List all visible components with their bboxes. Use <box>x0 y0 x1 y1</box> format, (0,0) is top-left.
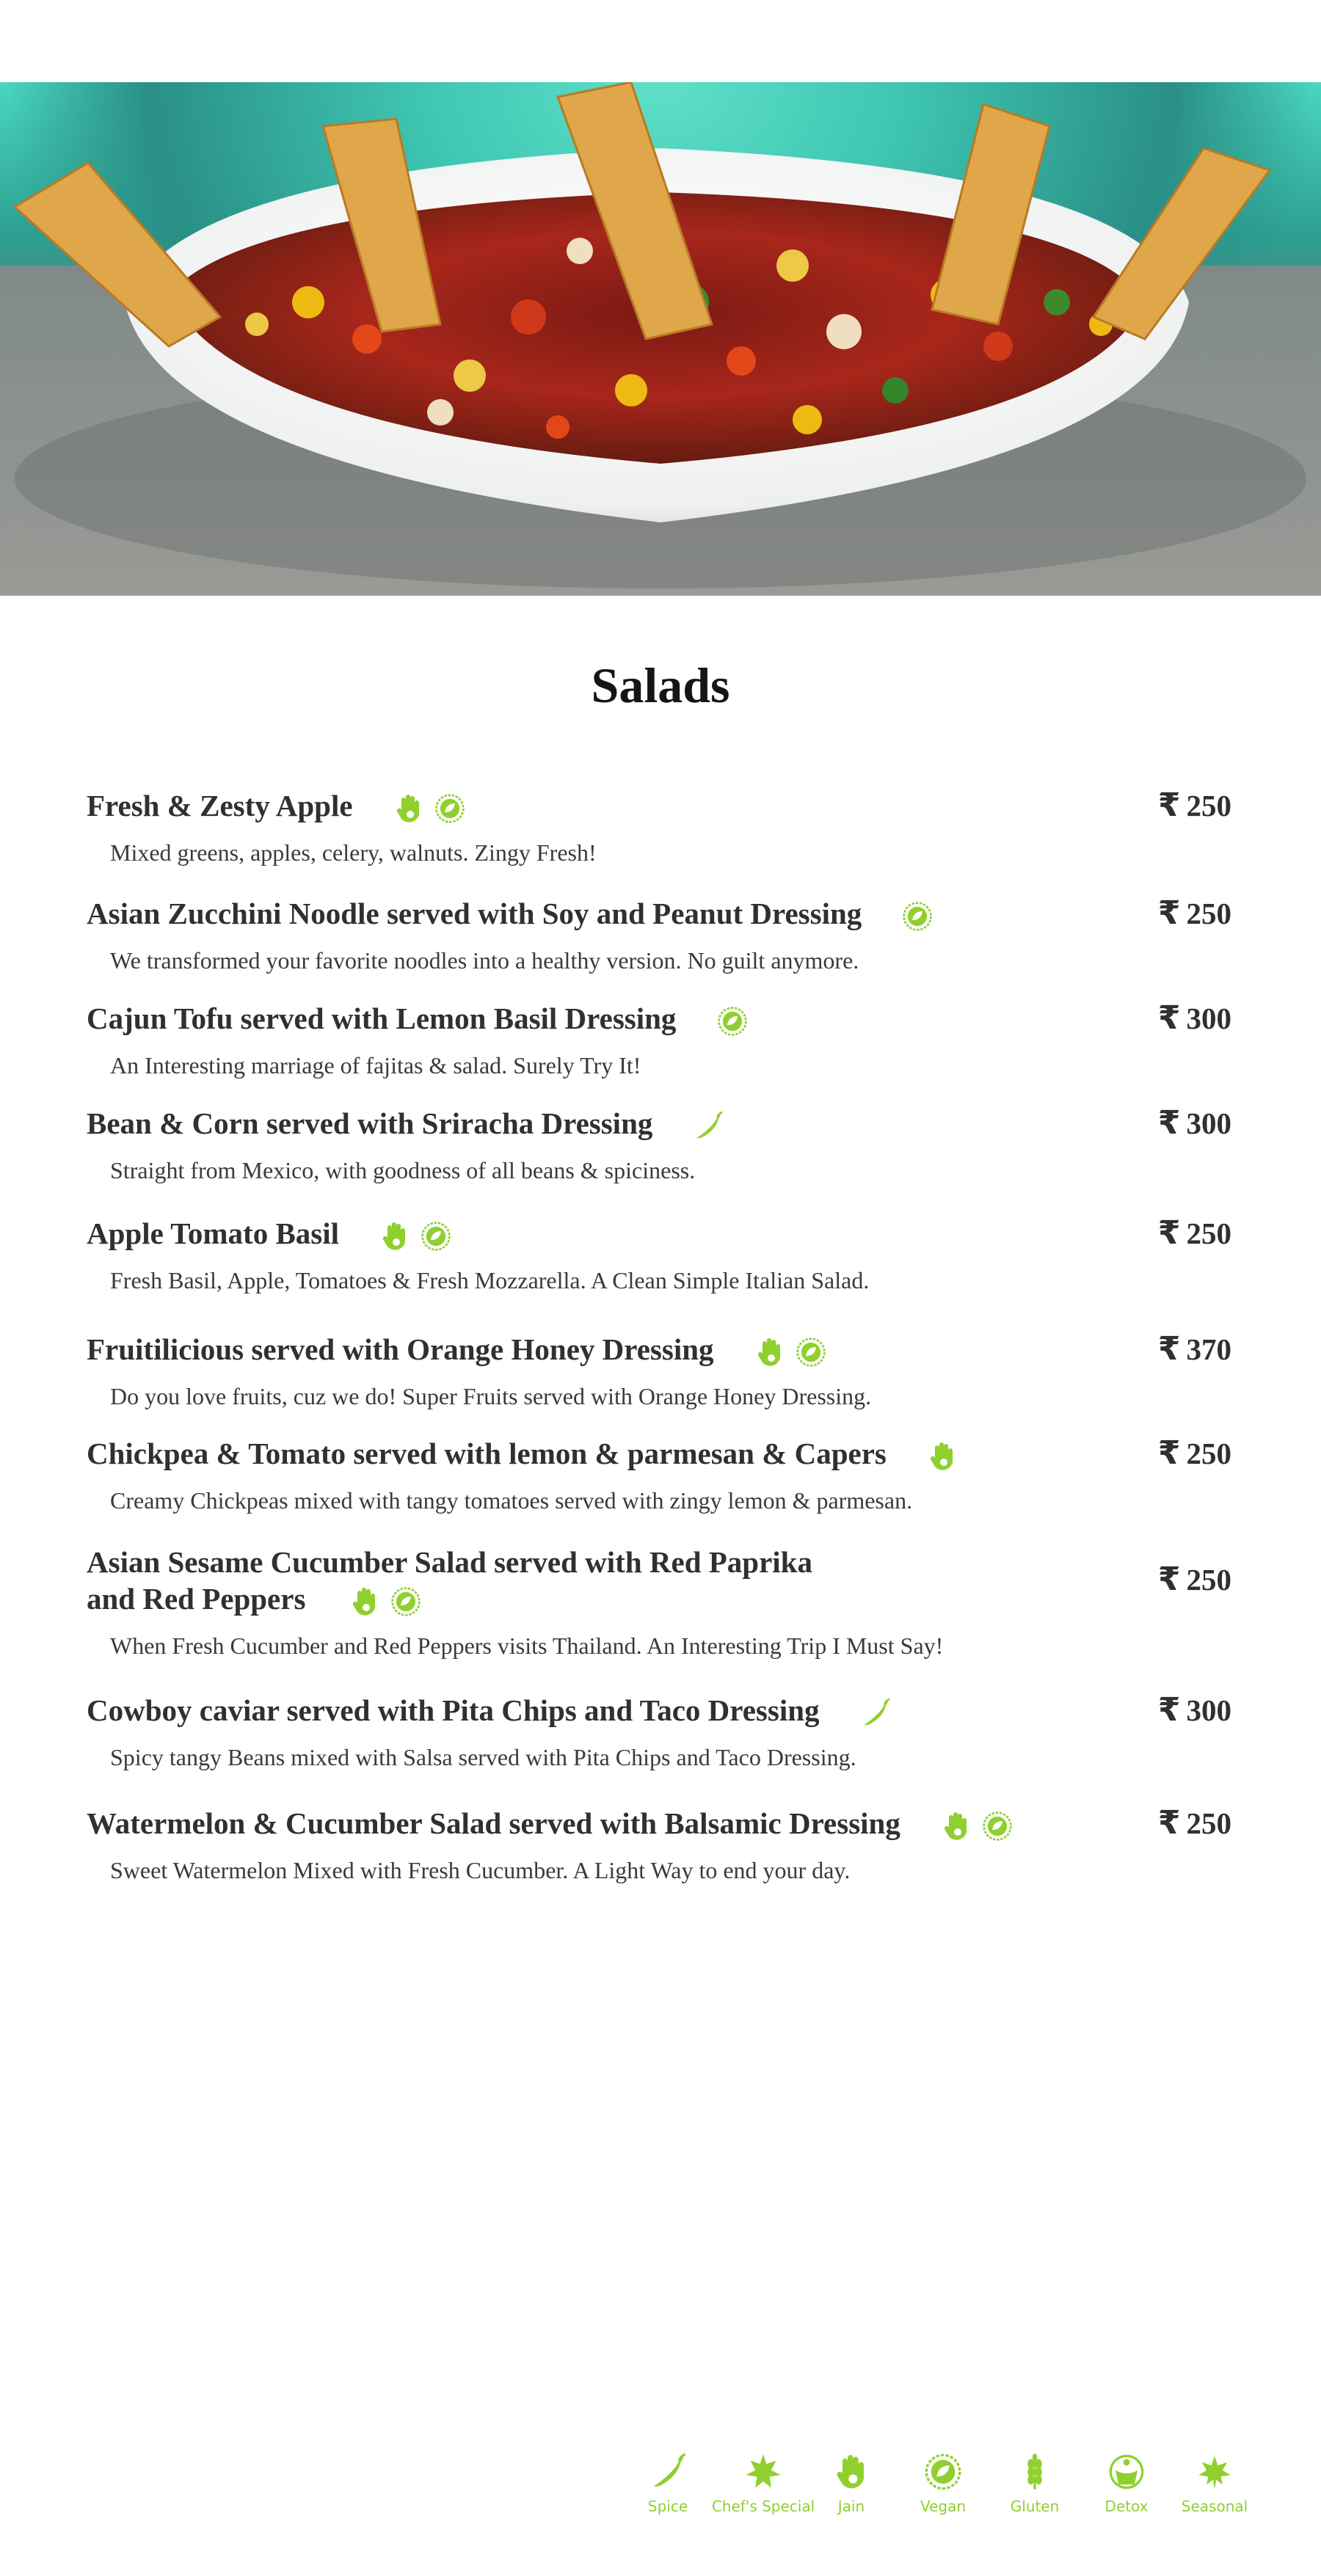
item-name: Chickpea & Tomato served with lemon & parmesan & Capers <box>87 1437 887 1470</box>
item-name: Fresh & Zesty Apple <box>87 789 353 822</box>
spice-icon <box>693 1109 724 1144</box>
spice-icon <box>649 2451 687 2493</box>
menu-item <box>87 1435 1231 1514</box>
menu-item <box>87 1544 1231 1660</box>
jain-icon <box>349 1584 380 1619</box>
item-price <box>1158 1805 1231 1842</box>
menu-item <box>87 1215 1231 1294</box>
item-description: Spicy tangy Beans mixed with Salsa served with Pita Chips and Taco Dressing. <box>110 1743 856 1770</box>
salad-bowl-illustration <box>0 82 1321 596</box>
detox-icon <box>1107 2451 1146 2493</box>
price-value: 250 <box>1186 1563 1231 1597</box>
legend-chefs-special <box>708 2451 818 2515</box>
item-name-line-2: and Red Peppers <box>87 1582 306 1616</box>
item-description: Do you love fruits, cuz we do! Super Fruits served with Orange Honey Dressing. <box>110 1382 872 1409</box>
vegan-icon <box>982 1809 1013 1844</box>
jain-icon <box>927 1439 958 1474</box>
rupee-symbol: ₹ <box>1157 787 1181 824</box>
legend-label: Detox <box>1105 2497 1149 2515</box>
legend-label: Gluten <box>1010 2497 1060 2515</box>
item-name: Cajun Tofu served with Lemon Basil Dressing <box>87 1001 677 1035</box>
rupee-symbol: ₹ <box>1157 1104 1181 1142</box>
price-value: 300 <box>1186 1106 1231 1140</box>
item-description: Mixed greens, apples, celery, walnuts. Zingy Fresh! <box>110 839 597 866</box>
price-value: 250 <box>1186 1437 1231 1470</box>
item-name: Cowboy caviar served with Pita Chips and Taco Dressing <box>87 1693 820 1727</box>
legend-spice <box>624 2451 712 2515</box>
item-name-line-1: Asian Sesame Cucumber Salad served with Red Paprika <box>87 1545 812 1579</box>
item-price <box>1158 1105 1231 1142</box>
menu-item <box>87 1105 1231 1184</box>
item-price <box>1158 1435 1231 1472</box>
legend-detox <box>1082 2451 1171 2515</box>
rupee-symbol: ₹ <box>1157 1561 1181 1598</box>
menu-item <box>87 1805 1231 1884</box>
item-description: We transformed your favorite noodles into a healthy version. No guilt anymore. <box>110 946 859 974</box>
seasonal-icon <box>1196 2451 1234 2493</box>
rupee-symbol: ₹ <box>1157 1434 1181 1472</box>
chefs-special-icon <box>744 2451 782 2493</box>
item-description: Straight from Mexico, with goodness of all beans & spiciness. <box>110 1156 696 1183</box>
vegan-icon <box>717 1004 748 1039</box>
item-price <box>1158 1561 1231 1598</box>
legend-label: Chef's Special <box>711 2497 815 2515</box>
rupee-symbol: ₹ <box>1157 999 1181 1037</box>
item-description: An Interesting marriage of fajitas & salad. Surely Try It! <box>110 1051 641 1079</box>
jain-icon <box>832 2451 870 2493</box>
jain-icon <box>379 1219 410 1254</box>
rupee-symbol: ₹ <box>1157 894 1181 932</box>
item-price <box>1158 895 1231 932</box>
menu-item <box>87 1331 1231 1410</box>
item-price <box>1158 1215 1231 1252</box>
rupee-symbol: ₹ <box>1157 1804 1181 1842</box>
menu-item <box>87 787 1231 866</box>
item-description: When Fresh Cucumber and Red Peppers visits Thailand. An Interesting Trip I Must Say! <box>110 1632 944 1659</box>
legend-seasonal <box>1171 2451 1259 2515</box>
jain-icon <box>393 791 424 826</box>
item-name: Asian Zucchini Noodle served with Soy and Peanut Dressing <box>87 897 862 930</box>
legend-label: Jain <box>837 2497 865 2515</box>
page-title: Salads <box>591 657 730 713</box>
item-description: Creamy Chickpeas mixed with tangy tomatoes served with zingy lemon & parmesan. <box>110 1486 913 1514</box>
price-value: 250 <box>1186 1216 1231 1250</box>
item-price <box>1158 1692 1231 1729</box>
vegan-icon <box>434 791 465 826</box>
legend-label: Spice <box>647 2497 688 2515</box>
item-price <box>1158 1331 1231 1368</box>
legend-label: Seasonal <box>1181 2497 1248 2515</box>
item-price <box>1158 787 1231 824</box>
vegan-icon <box>421 1219 451 1254</box>
price-value: 370 <box>1186 1332 1231 1366</box>
vegan-icon <box>902 899 933 934</box>
menu-item <box>87 895 1231 974</box>
item-name: Bean & Corn served with Sriracha Dressing <box>87 1106 653 1140</box>
item-name: Fruitilicious served with Orange Honey Dressing <box>87 1332 714 1366</box>
rupee-symbol: ₹ <box>1157 1214 1181 1252</box>
price-value: 250 <box>1186 1806 1231 1840</box>
item-price <box>1158 1000 1231 1037</box>
legend-label: Vegan <box>920 2497 967 2515</box>
legend-vegan <box>899 2451 987 2515</box>
jain-icon <box>754 1335 785 1370</box>
rupee-symbol: ₹ <box>1157 1330 1181 1368</box>
jain-icon <box>941 1809 972 1844</box>
price-value: 250 <box>1186 897 1231 930</box>
menu-item <box>87 1692 1231 1771</box>
legend-gluten <box>991 2451 1079 2515</box>
legend-jain <box>807 2451 895 2515</box>
vegan-icon <box>390 1584 421 1619</box>
price-value: 300 <box>1186 1693 1231 1727</box>
item-name: Apple Tomato Basil <box>87 1216 340 1250</box>
price-value: 300 <box>1186 1001 1231 1035</box>
gluten-icon <box>1016 2451 1054 2493</box>
item-name: Watermelon & Cucumber Salad served with Balsamic Dressing <box>87 1806 900 1840</box>
price-value: 250 <box>1186 789 1231 822</box>
menu-item <box>87 1000 1231 1079</box>
spice-icon <box>860 1696 891 1731</box>
rupee-symbol: ₹ <box>1157 1691 1181 1729</box>
vegan-icon <box>796 1335 826 1370</box>
hero-salad-photo <box>0 82 1321 596</box>
vegan-icon <box>924 2451 962 2493</box>
item-description: Sweet Watermelon Mixed with Fresh Cucumber. A Light Way to end your day. <box>110 1856 851 1883</box>
icon-legend <box>624 2451 1248 2539</box>
item-description: Fresh Basil, Apple, Tomatoes & Fresh Mozzarella. A Clean Simple Italian Salad. <box>110 1266 870 1294</box>
